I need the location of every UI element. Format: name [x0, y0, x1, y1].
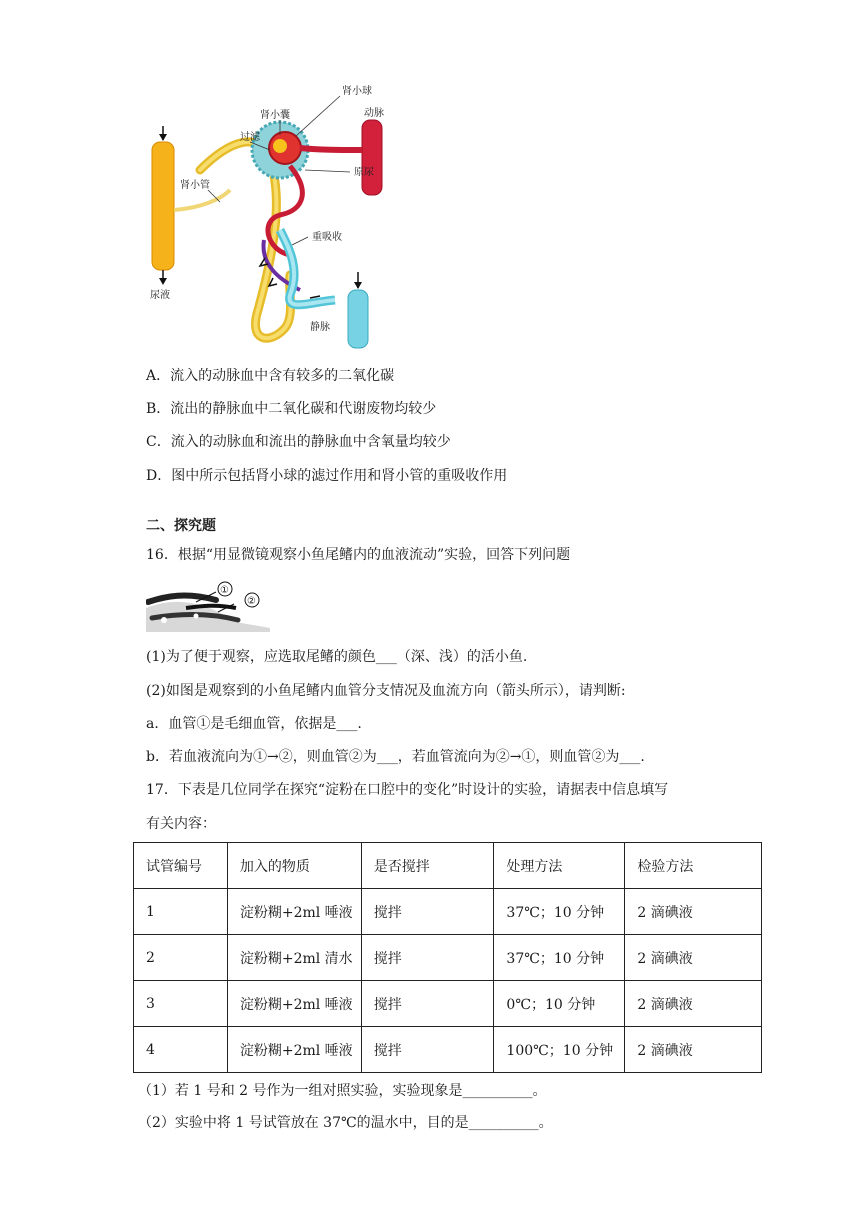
table-cell: 4 [134, 1027, 228, 1073]
fig-label-1: ① [220, 585, 229, 596]
table-header: 试管编号 [134, 843, 228, 889]
q17-sub2: （2）实验中将 1 号试管放在 37℃的温水中，目的是__________。 [138, 1115, 553, 1131]
table-cell: 3 [134, 981, 228, 1027]
table-cell: 搅拌 [361, 935, 494, 981]
label-vein: 静脉 [310, 322, 330, 333]
table-cell: 淀粉糊+2ml 唾液 [227, 1027, 361, 1073]
table-cell: 2 滴碘液 [625, 981, 762, 1027]
q16-part1: (1)为了便于观察，应选取尾鳍的颜色___（深、浅）的活小鱼. [146, 649, 528, 665]
q16-part2: (2)如图是观察到的小鱼尾鳍内血管分支情况及血流方向（箭头所示），请判断: [146, 683, 626, 699]
table-header: 处理方法 [494, 843, 625, 889]
label-filtration: 过滤 [240, 132, 260, 143]
table-cell: 淀粉糊+2ml 清水 [227, 935, 361, 981]
table-row [134, 935, 762, 981]
table-header: 检验方法 [625, 843, 762, 889]
q16-part-a: a．血管①是毛细血管，依据是___. [146, 716, 362, 732]
label-tubule: 肾小管 [180, 180, 210, 191]
experiment-table [133, 842, 762, 1073]
table-row [134, 889, 762, 935]
table-cell: 37℃；10 分钟 [494, 935, 625, 981]
q15-option-a: A．流入的动脉血中含有较多的二氧化碳 [146, 368, 395, 384]
q17-stem-line1: 17．下表是几位同学在探究“淀粉在口腔中的变化”时设计的实验，请据表中信息填写 [146, 782, 669, 798]
table-cell: 搅拌 [361, 889, 494, 935]
q16-part-b: b．若血液流向为①→②，则血管②为___，若血管流向为②→①，则血管②为___. [146, 749, 645, 765]
artery [362, 120, 382, 195]
table-row [134, 1027, 762, 1073]
table-cell: 淀粉糊+2ml 唾液 [227, 981, 361, 1027]
table-cell: 搅拌 [361, 981, 494, 1027]
table-header-row [134, 843, 762, 889]
section2-title: 二、探究题 [146, 518, 216, 534]
q15-option-d: D．图中所示包括肾小球的滤过作用和肾小管的重吸收作用 [146, 468, 508, 484]
table-cell: 2 [134, 935, 228, 981]
fig-label-2: ② [247, 596, 256, 607]
q17-stem-line2: 有关内容： [146, 816, 216, 832]
table-header: 是否搅拌 [361, 843, 494, 889]
vein [348, 290, 368, 348]
q16-stem: 16．根据“用显微镜观察小鱼尾鳍内的血液流动”实验，回答下列问题 [146, 547, 571, 563]
table-cell: 100℃；10 分钟 [494, 1027, 625, 1073]
label-glomerulus: 肾小球 [342, 86, 372, 97]
table-cell: 0℃；10 分钟 [494, 981, 625, 1027]
q15-option-b: B．流出的静脉血中二氧化碳和代谢废物均较少 [146, 401, 437, 417]
table-header: 加入的物质 [227, 843, 361, 889]
label-artery: 动脉 [364, 108, 384, 119]
collecting-duct [152, 142, 174, 270]
table-cell: 1 [134, 889, 228, 935]
label-urine: 尿液 [150, 290, 170, 301]
table-cell: 37℃；10 分钟 [494, 889, 625, 935]
table-cell: 淀粉糊+2ml 唾液 [227, 889, 361, 935]
label-capsule: 肾小囊 [260, 110, 290, 121]
q15-option-c: C．流入的动脉血和流出的静脉血中含氧量均较少 [146, 434, 451, 450]
q17-sub1: （1）若 1 号和 2 号作为一组对照实验，实验现象是__________。 [138, 1083, 547, 1099]
fish-tail-vessel-figure [146, 578, 272, 632]
label-primary-urine: 原尿 [354, 167, 374, 178]
table-cell: 2 滴碘液 [625, 935, 762, 981]
table-row [134, 981, 762, 1027]
table-cell: 2 滴碘液 [625, 1027, 762, 1073]
table-cell: 搅拌 [361, 1027, 494, 1073]
label-reabsorption: 重吸收 [312, 232, 342, 243]
nephron-diagram [140, 80, 400, 355]
table-cell: 2 滴碘液 [625, 889, 762, 935]
